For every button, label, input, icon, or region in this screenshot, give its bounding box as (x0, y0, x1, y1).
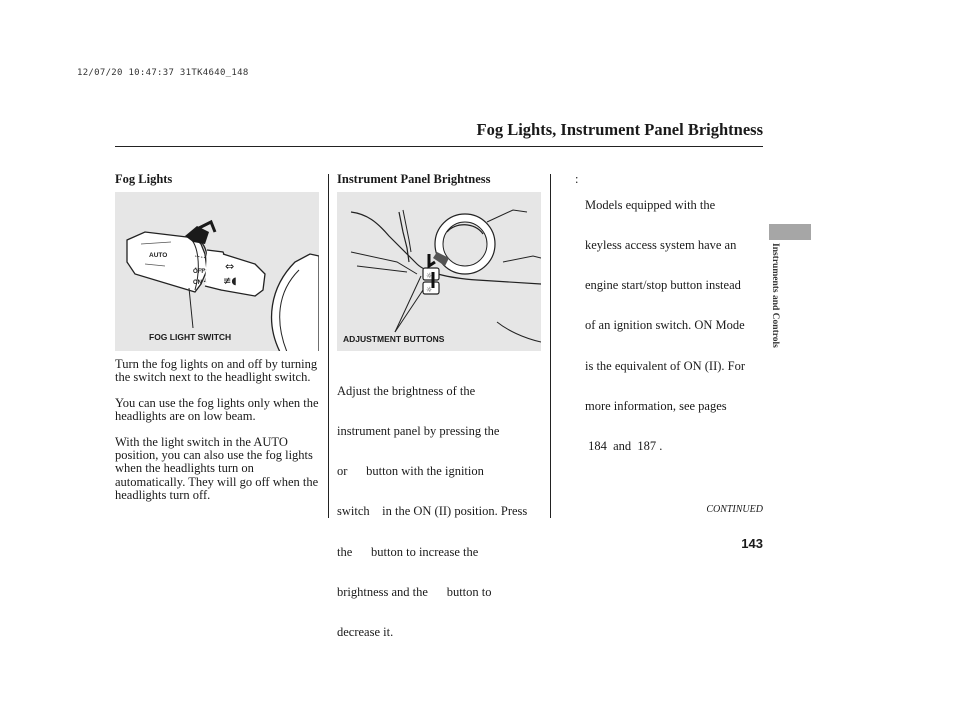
switch-label-off: OFF (193, 269, 205, 275)
title-rule (115, 146, 763, 147)
instrument-panel-brightness-heading: Instrument Panel Brightness (337, 172, 491, 186)
note-line: is the equivalent of ON (II). For (585, 358, 746, 373)
column-divider (550, 174, 551, 518)
note-marker: : (575, 172, 579, 186)
brightness-line: brightness and the button to (337, 584, 492, 599)
section-label (764, 243, 784, 373)
adjustment-buttons-caption: ADJUSTMENT BUTTONS (343, 334, 445, 344)
column-divider (328, 174, 329, 518)
fog-light-switch-illustration (115, 192, 319, 351)
note-line: more information, see pages (585, 398, 727, 413)
svg-text:☼: ☼ (426, 286, 433, 294)
brightness-line: instrument panel by pressing the (337, 424, 500, 439)
fog-lights-paragraph: Turn the fog lights on and off by turning the switch next to the headlight switch. (115, 357, 318, 385)
keyless-note (585, 172, 765, 467)
brightness-line: or button with the ignition (337, 464, 484, 479)
switch-label-on: ON (193, 280, 202, 286)
fog-lights-paragraph: With the light switch in the AUTO position, you can also use the fog lights when the headlights turn on automatically. They will go off when the headlights turn off. (115, 434, 319, 503)
brightness-line: switch in the ON (II) position. Press (337, 504, 528, 519)
note-line-page-refs: 184 and 187 . (585, 439, 663, 454)
section-tab (769, 224, 811, 240)
brightness-line: Adjust the brightness of the (337, 383, 476, 398)
section-label-text: Instruments and Controls (770, 243, 780, 348)
note-line: Models equipped with the (585, 197, 716, 212)
page-number: 143 (741, 536, 763, 551)
svg-text:⇔: ⇔ (225, 260, 235, 273)
fog-light-switch-caption: FOG LIGHT SWITCH (149, 332, 232, 342)
adjustment-buttons-illustration (337, 192, 541, 351)
continued-label: CONTINUED (706, 504, 763, 515)
brightness-line: the button to increase the (337, 544, 479, 559)
fog-lights-heading: Fog Lights (115, 172, 173, 186)
fog-lights-body (115, 358, 321, 515)
note-line: engine start/stop button instead (585, 278, 741, 293)
note-line: of an ignition switch. ON Mode (585, 318, 745, 333)
fog-lights-paragraph: You can use the fog lights only when the headlights are on low beam. (115, 395, 319, 424)
svg-text:☼: ☼ (426, 272, 433, 280)
svg-text:≢◖: ≢◖ (223, 276, 237, 287)
brightness-line: decrease it. (337, 625, 394, 640)
page-title: Fog Lights, Instrument Panel Brightness (476, 120, 763, 139)
fog-light-switch-figure (115, 192, 319, 351)
adjustment-buttons-figure (337, 192, 541, 351)
brightness-body (337, 358, 547, 653)
switch-label-auto: AUTO (149, 252, 168, 259)
note-line: keyless access system have an (585, 238, 737, 253)
print-stamp: 12/07/20 10:47:37 31TK4640_148 (77, 68, 249, 78)
